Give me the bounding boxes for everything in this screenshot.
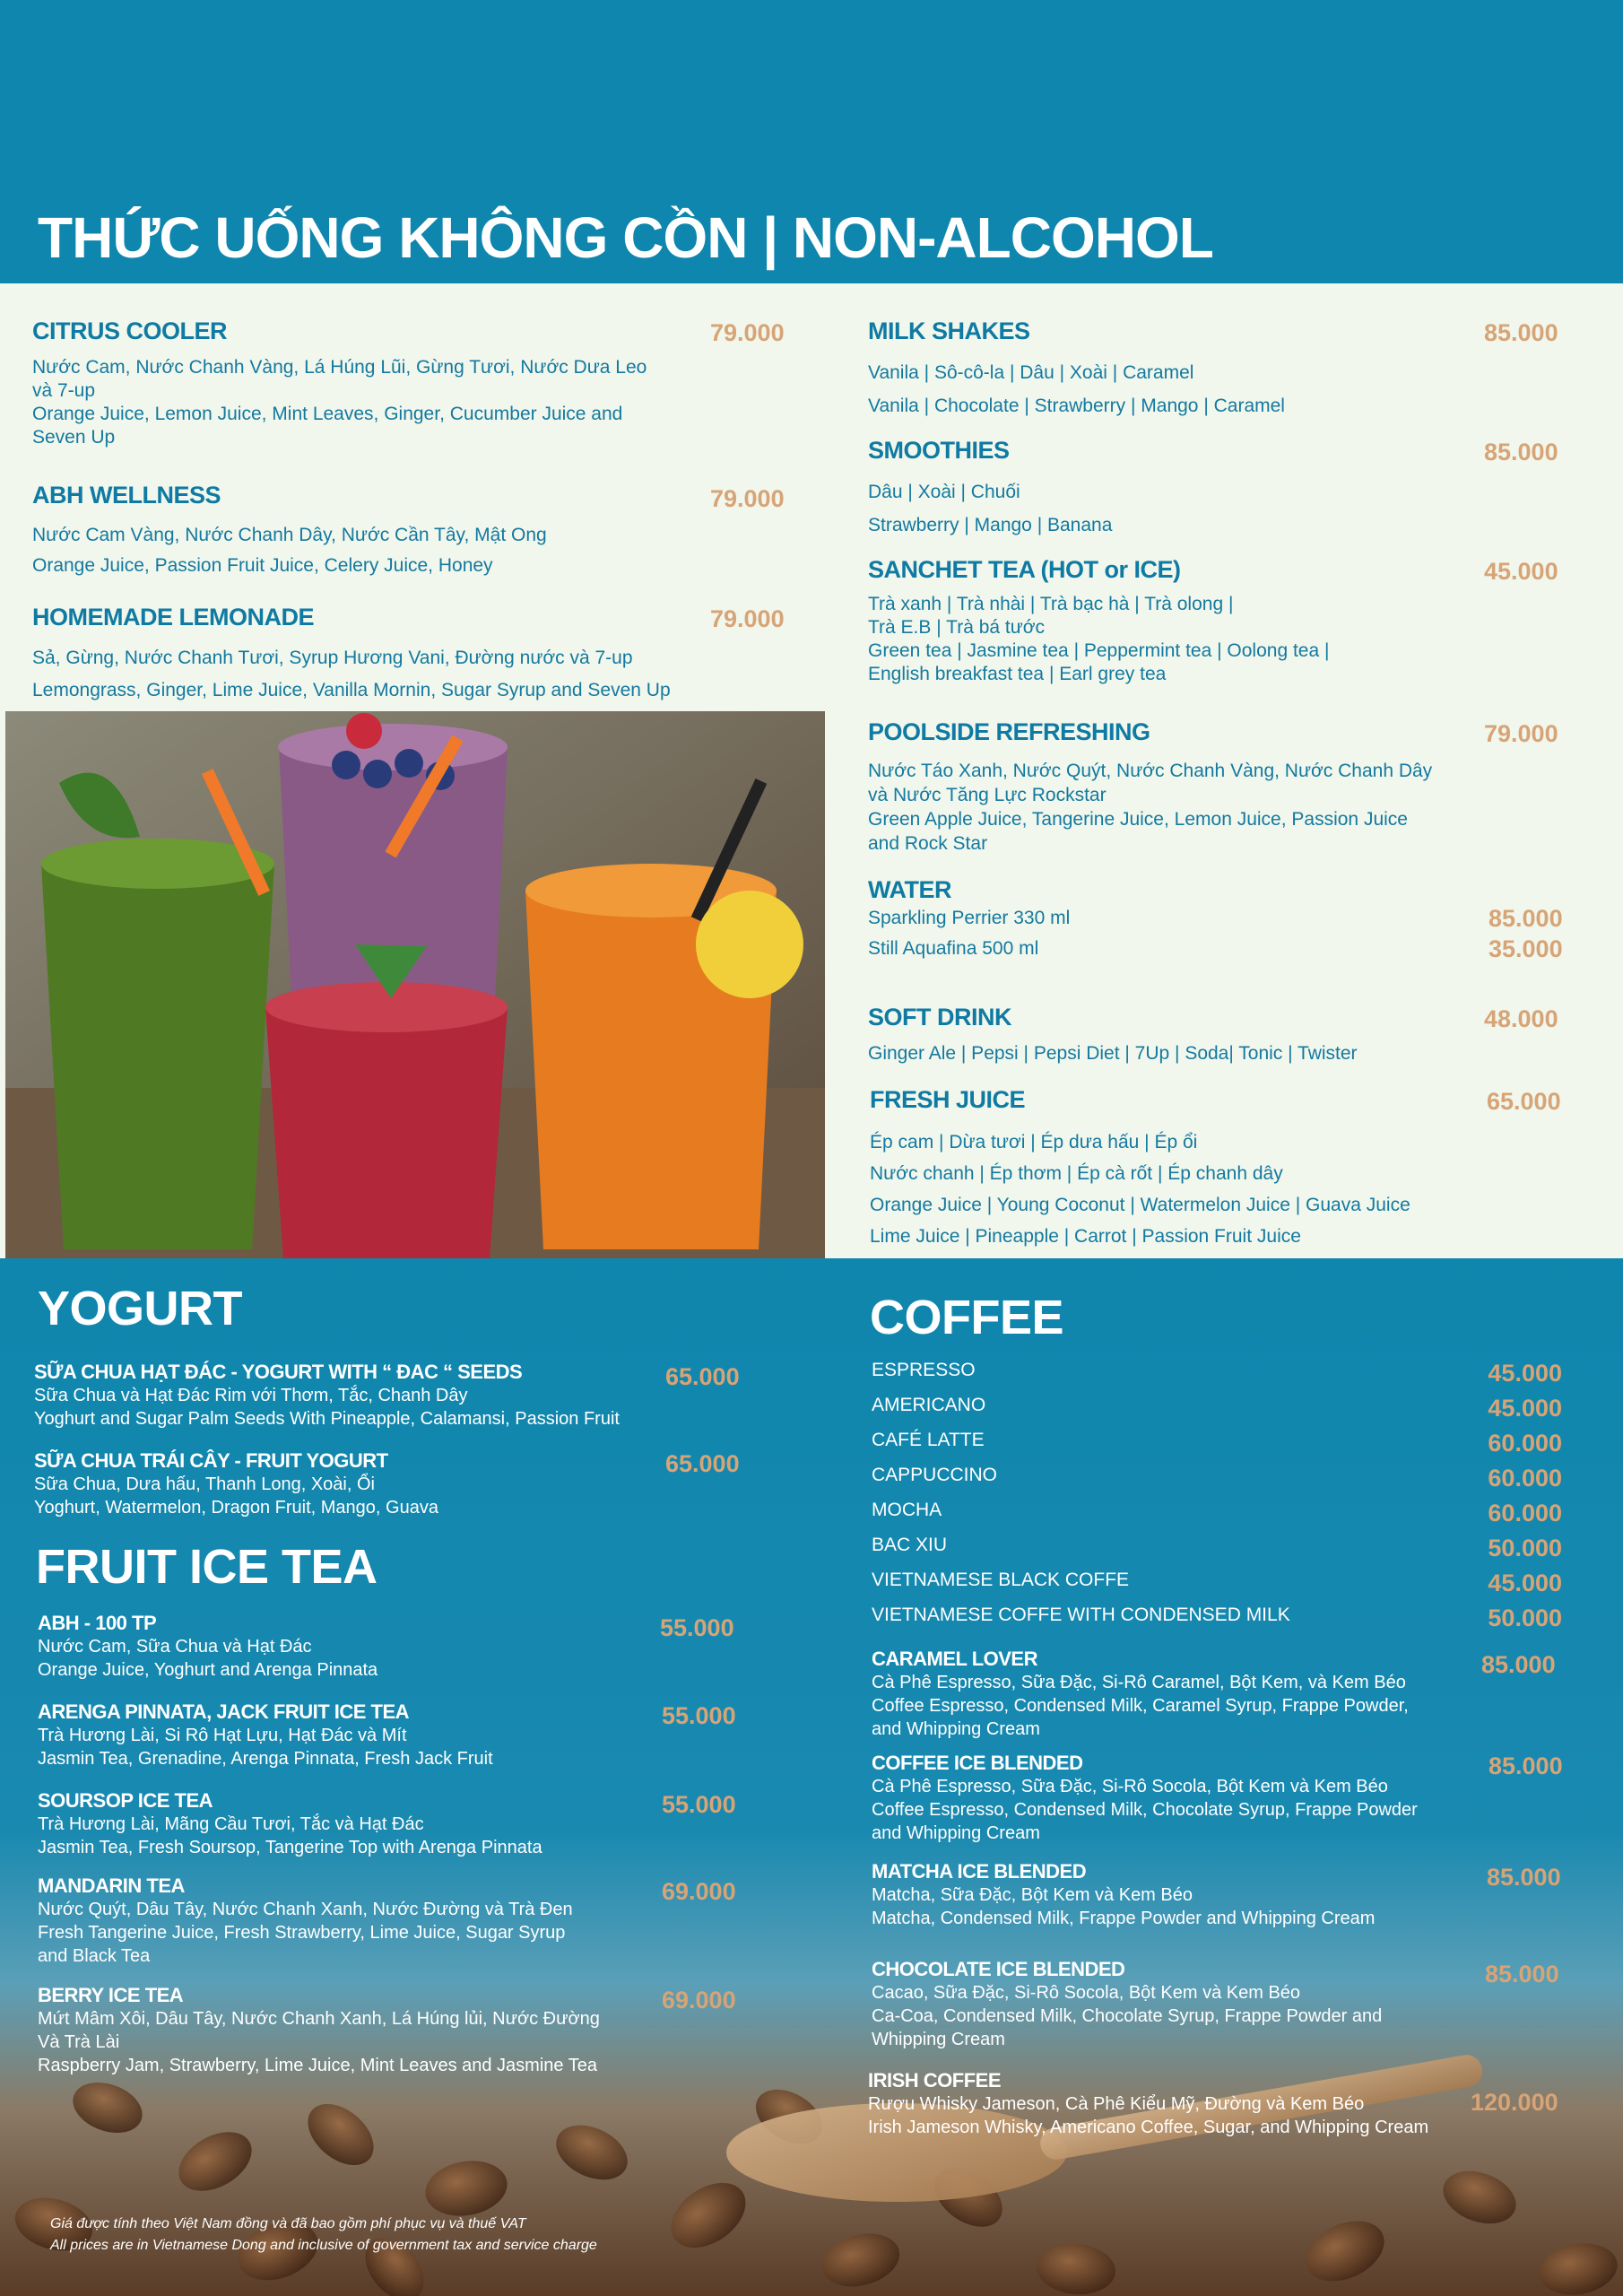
item-name: FRESH JUICE (870, 1086, 1026, 1113)
item-description: Rượu Whisky Jameson, Cà Phê Kiểu Mỹ, Đường và Kem Béo Irish Jameson Whisky, Americano Coffee, Sugar, and Whipping Cream (868, 2094, 1429, 2137)
menu-item-matcha-ice-blended (872, 1860, 1463, 1930)
menu-item-caramel-lover (872, 1648, 1463, 1741)
water-row: Still Aquafina 500 ml (868, 938, 1039, 959)
item-description: Cà Phê Espresso, Sữa Đặc, Si-Rô Caramel, Bột Kem, và Kem Béo Coffee Espresso, Condensed Milk, Caramel Syrup, Frappe Powder, and Whipping Cream (872, 1673, 1409, 1739)
item-price: 65.000 (1487, 1088, 1561, 1115)
item-name: MATCHA ICE BLENDED (872, 1860, 1087, 1883)
item-name: MILK SHAKES (868, 317, 1030, 344)
coffee-row: MOCHA 60.000 (872, 1500, 1562, 1526)
coffee-row: VIETNAMESE BLACK COFFE 45.000 (872, 1570, 1562, 1596)
item-price: 85.000 (1488, 1752, 1563, 1779)
menu-item-abh-100tp (38, 1612, 665, 1682)
coffee-row: VIETNAMESE COFFE WITH CONDENSED MILK 50.000 (872, 1605, 1562, 1631)
item-price: 55.000 (660, 1614, 734, 1641)
item-name: SMOOTHIES (868, 437, 1010, 464)
menu-item-soft-drink (868, 1004, 1478, 1065)
menu-item-milk-shakes (868, 317, 1478, 422)
menu-item-yogurt-dac (34, 1361, 680, 1431)
item-name: SỮA CHUA HẠT ĐÁC - YOGURT WITH “ ĐAC “ SEEDS (34, 1361, 523, 1383)
item-description: Ginger Ale | Pepsi | Pepsi Diet | 7Up | Soda| Tonic | Twister (868, 1043, 1358, 1064)
menu-item-coffee-ice-blended (872, 1752, 1463, 1845)
menu-item-homemade-lemonade (32, 604, 714, 707)
item-price: 69.000 (662, 1878, 736, 1905)
item-price: 79.000 (710, 485, 785, 512)
item-description: Matcha, Sữa Đặc, Bột Kem và Kem Béo Matcha, Condensed Milk, Frappe Powder and Whipping Cream (872, 1885, 1376, 1928)
item-name: CITRUS COOLER (32, 317, 228, 344)
menu-item-sanchet-tea (868, 556, 1478, 686)
item-description: Sữa Chua, Dưa hấu, Thanh Long, Xoài, Ổi Yoghurt, Watermelon, Dragon Fruit, Mango, Guava (34, 1474, 438, 1518)
item-description: Dâu | Xoài | Chuối Strawberry | Mango | Banana (868, 482, 1113, 535)
section-title-coffee: COFFEE (870, 1291, 1064, 1344)
item-name: ABH WELLNESS (32, 482, 221, 509)
item-name: SỮA CHUA TRÁI CÂY - FRUIT YOGURT (34, 1449, 388, 1472)
item-name: COFFEE ICE BLENDED (872, 1752, 1083, 1774)
water-row: Sparkling Perrier 330 ml (868, 908, 1071, 928)
menu-item-citrus-cooler (32, 317, 696, 449)
item-description: Mứt Mâm Xôi, Dâu Tây, Nước Chanh Xanh, Lá Húng lủi, Nước Đường Và Trà Lài Raspberry Jam, Strawberry, Lime Juice, Mint Leaves and Jasmine Tea (38, 2009, 600, 2075)
menu-item-fruit-yogurt (34, 1449, 680, 1519)
menu-item-irish-coffee (868, 2069, 1478, 2139)
item-description: Trà Hương Lài, Mãng Cầu Tươi, Tắc và Hạt Đác Jasmin Tea, Fresh Soursop, Tangerine Top with Arenga Pinnata (38, 1814, 542, 1857)
menu-item-berry-ice-tea (38, 1984, 665, 2077)
item-price: 85.000 (1488, 905, 1563, 932)
item-description: Sả, Gừng, Nước Chanh Tươi, Syrup Hương Vani, Đường nước và 7-up Lemongrass, Ginger, Lime Juice, Vanilla Mornin, Sugar Syrup and Seven Up (32, 648, 671, 700)
item-description: Nước Táo Xanh, Nước Quýt, Nước Chanh Vàng, Nước Chanh Dây và Nước Tăng Lực Rockstar Green Apple Juice, Tangerine Juice, Lemon Juice, Passion Juice and Rock Star (868, 761, 1433, 854)
item-description: Cà Phê Espresso, Sữa Đặc, Si-Rô Socola, Bột Kem và Kem Béo Coffee Espresso, Condensed Milk, Chocolate Syrup, Frappe Powder and Whipping Cream (872, 1777, 1418, 1843)
item-name: SOURSOP ICE TEA (38, 1789, 213, 1812)
coffee-row: AMERICANO 45.000 (872, 1395, 1562, 1422)
menu-item-fresh-juice (870, 1086, 1497, 1252)
item-price: 85.000 (1487, 1864, 1561, 1891)
item-price: 79.000 (710, 605, 785, 632)
item-price: 48.000 (1484, 1005, 1558, 1032)
item-name: ARENGA PINNATA, JACK FRUIT ICE TEA (38, 1700, 410, 1723)
item-name: CARAMEL LOVER (872, 1648, 1037, 1670)
item-name: IRISH COFFEE (868, 2069, 1002, 2092)
menu-item-poolside-refreshing (868, 718, 1478, 856)
item-price: 120.000 (1471, 2089, 1558, 2116)
item-description: Trà Hương Lài, Si Rô Hạt Lựu, Hạt Đác và Mít Jasmin Tea, Grenadine, Arenga Pinnata, Fresh Jack Fruit (38, 1726, 493, 1769)
item-name: HOMEMADE LEMONADE (32, 604, 314, 631)
menu-item-arenga-jackfruit (38, 1700, 665, 1770)
item-name: CHOCOLATE ICE BLENDED (872, 1958, 1125, 1980)
coffee-row: CAPPUCCINO 60.000 (872, 1465, 1562, 1492)
item-name: SANCHET TEA (HOT or ICE) (868, 556, 1181, 583)
page-title: THỨC UỐNG KHÔNG CỒN | NON-ALCOHOL (38, 205, 1213, 270)
item-description: Ép cam | Dừa tươi | Ép dưa hấu | Ép ổi Nước chanh | Ép thơm | Ép cà rốt | Ép chanh dây Orange Juice | Young Coconut | Watermelon Juice | Guava Juice Lime Juice | Pineapple | Carrot | Passion Fruit Juice (870, 1132, 1410, 1247)
price-note: Giá được tính theo Việt Nam đồng và đã bao gồm phí phục vụ và thuế VAT All prices are in Vietnamese Dong and inclusive of government tax and service charge (50, 2216, 597, 2253)
item-price: 79.000 (1484, 720, 1558, 747)
coffee-row: ESPRESSO 45.000 (872, 1360, 1562, 1387)
menu-item-chocolate-ice-blended (872, 1958, 1463, 2051)
item-price: 35.000 (1488, 935, 1563, 962)
item-price: 79.000 (710, 319, 785, 346)
item-name: POOLSIDE REFRESHING (868, 718, 1150, 745)
item-price: 85.000 (1485, 1961, 1559, 1987)
item-name: MANDARIN TEA (38, 1874, 185, 1897)
item-name: BERRY ICE TEA (38, 1984, 184, 2006)
item-price: 65.000 (665, 1363, 740, 1390)
item-description: Nước Quýt, Dâu Tây, Nước Chanh Xanh, Nước Đường và Trà Đen Fresh Tangerine Juice, Fresh Strawberry, Lime Juice, Sugar Syrup and Black Tea (38, 1900, 573, 1966)
item-price: 85.000 (1484, 319, 1558, 346)
item-description: Nước Cam Vàng, Nước Chanh Dây, Nước Cần Tây, Mật Ong Orange Juice, Passion Fruit Juice, Celery Juice, Honey (32, 525, 547, 576)
section-title-yogurt: YOGURT (38, 1282, 243, 1335)
item-price: 69.000 (662, 1987, 736, 2013)
coffee-row: BAC XIU 50.000 (872, 1535, 1562, 1561)
section-title-fruit-ice-tea: FRUIT ICE TEA (36, 1540, 378, 1594)
item-description: Cacao, Sữa Đặc, Si-Rô Socola, Bột Kem và Kem Béo Ca-Coa, Condensed Milk, Chocolate Syrup, Frappe Powder and Whipping Cream (872, 1983, 1383, 2049)
smoothies-photo (5, 711, 825, 1258)
item-description: Nước Cam, Sữa Chua và Hạt Đác Orange Juice, Yoghurt and Arenga Pinnata (38, 1637, 378, 1680)
menu-item-water (868, 876, 1478, 904)
item-price: 65.000 (665, 1450, 740, 1477)
item-price: 55.000 (662, 1791, 736, 1818)
item-description: Trà xanh | Trà nhài | Trà bạc hà | Trà olong | Trà E.B | Trà bá tước Green tea | Jasmine tea | Peppermint tea | Oolong tea | English breakfast tea | Earl grey tea (868, 594, 1330, 684)
item-description: Vanila | Sô-cô-la | Dâu | Xoài | Caramel Vanila | Chocolate | Strawberry | Mango | Caramel (868, 362, 1285, 416)
item-name: WATER (868, 876, 951, 903)
item-price: 85.000 (1481, 1651, 1556, 1678)
coffee-row: CAFÉ LATTE 60.000 (872, 1430, 1562, 1457)
item-price: 45.000 (1484, 558, 1558, 585)
menu-item-abh-wellness (32, 482, 696, 581)
menu-item-soursop-tea (38, 1789, 665, 1859)
item-price: 85.000 (1484, 439, 1558, 465)
item-description: Sữa Chua và Hạt Đác Rim với Thơm, Tắc, Chanh Dây Yoghurt and Sugar Palm Seeds With Pineapple, Calamansi, Passion Fruit (34, 1386, 620, 1429)
item-name: ABH - 100 TP (38, 1612, 157, 1634)
item-price: 55.000 (662, 1702, 736, 1729)
menu-item-mandarin-tea (38, 1874, 665, 1968)
item-description: Nước Cam, Nước Chanh Vàng, Lá Húng Lũi, Gừng Tươi, Nước Dưa Leo và 7-up Orange Juice, Lemon Juice, Mint Leaves, Ginger, Cucumber Juice and Seven Up (32, 357, 647, 448)
menu-item-smoothies (868, 437, 1478, 542)
item-name: SOFT DRINK (868, 1004, 1011, 1031)
